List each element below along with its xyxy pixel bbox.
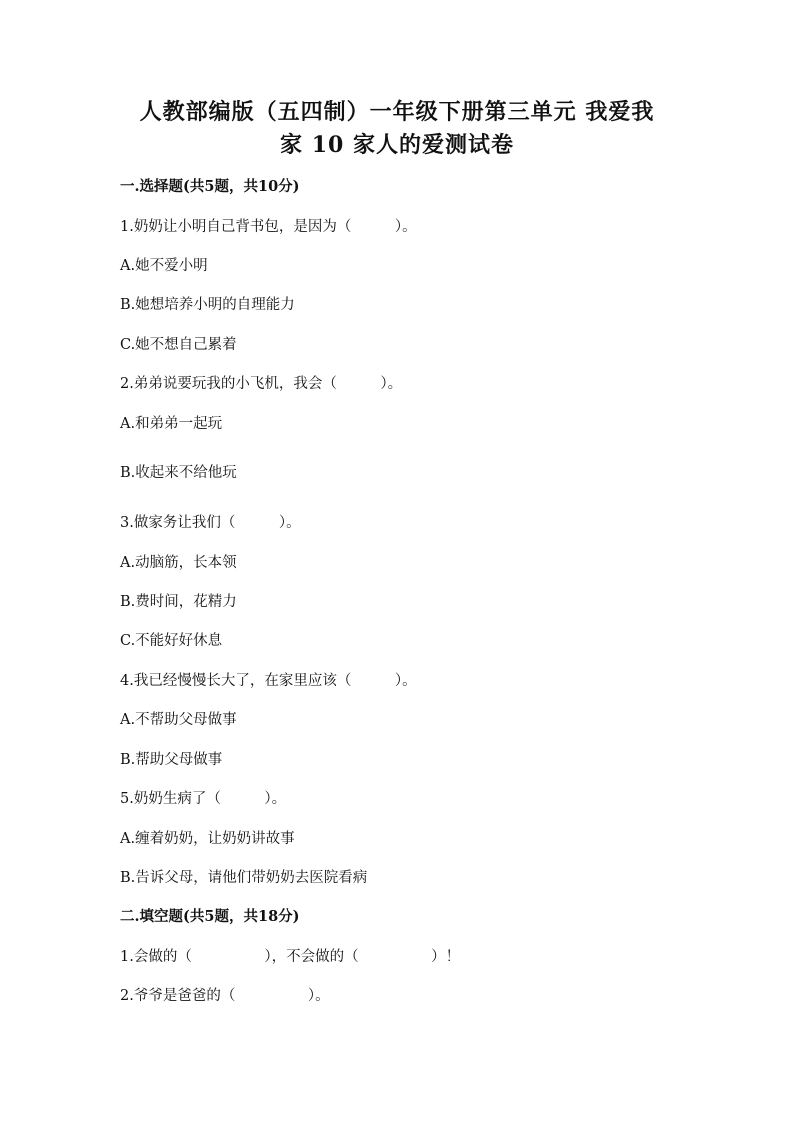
option-5b: B.告诉父母，请他们带奶奶去医院看病: [120, 870, 368, 886]
fill-question-2: 2.爷爷是爸爸的（ ）。: [120, 988, 330, 1004]
option-4a: A.不帮助父母做事: [120, 712, 237, 728]
option-5a: A.缠着奶奶，让奶奶讲故事: [120, 831, 295, 847]
option-1b: B.她想培养小明的自理能力: [120, 297, 295, 313]
exam-title-line-1: 人教部编版（五四制）一年级下册第三单元 我爱我: [139, 99, 655, 125]
section-heading-choice: 一.选择题(共5题，共10分): [120, 178, 300, 195]
option-2b: B.收起来不给他玩: [120, 465, 237, 481]
question-3: 3.做家务让我们（ ）。: [120, 515, 301, 531]
option-1c: C.她不想自己累着: [120, 337, 237, 353]
question-2: 2.弟弟说要玩我的小飞机，我会（ ）。: [120, 376, 403, 392]
question-5: 5.奶奶生病了（ ）。: [120, 791, 287, 807]
question-1: 1.奶奶让小明自己背书包，是因为（ ）。: [120, 219, 417, 235]
question-4: 4.我已经慢慢长大了，在家里应该（ ）。: [120, 673, 417, 689]
option-4b: B.帮助父母做事: [120, 752, 223, 768]
option-3b: B.费时间，花精力: [120, 594, 237, 610]
exam-title-line-2: 家 10 家人的爱测试卷: [280, 132, 514, 158]
fill-question-1: 1.会做的（ ），不会做的（ ）！: [120, 949, 461, 965]
option-3c: C.不能好好休息: [120, 633, 223, 649]
option-1a: A.她不爱小明: [120, 258, 208, 274]
section-heading-fill: 二.填空题(共5题，共18分): [120, 908, 300, 925]
option-3a: A.动脑筋，长本领: [120, 555, 237, 571]
option-2a: A.和弟弟一起玩: [120, 416, 223, 432]
